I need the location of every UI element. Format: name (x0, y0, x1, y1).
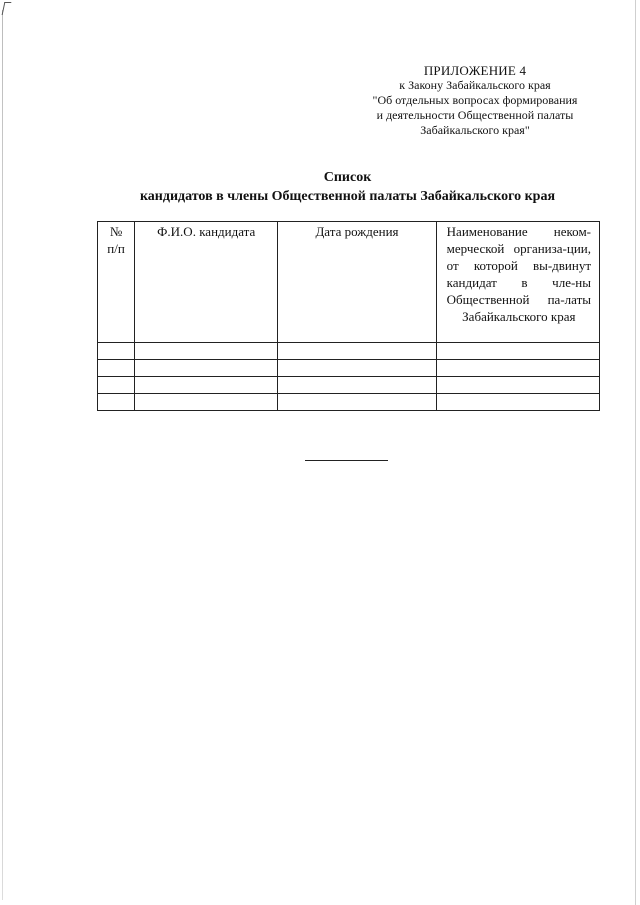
table-cell (436, 360, 599, 377)
table-cell (98, 360, 135, 377)
table-cell (278, 360, 436, 377)
table-row (98, 377, 600, 394)
table-cell (98, 377, 135, 394)
closing-rule (305, 460, 388, 461)
table-cell (278, 394, 436, 411)
scan-edge-left (2, 10, 3, 900)
column-header-organization-label: Наименование неком-мерческой организа-ции, от которой вы-двинут кандидат в чле-ны Общественной па-латы Забайкальского края (446, 224, 591, 324)
table-cell (98, 394, 135, 411)
table-cell (278, 377, 436, 394)
table-header-row (98, 222, 600, 343)
heading-subtitle: кандидатов в члены Общественной палаты Забайкальского края (139, 189, 556, 204)
column-header-number-line2: п/п (107, 241, 125, 256)
table-cell (135, 394, 278, 411)
appendix-law-title-2: и деятельности Общественной палаты (376, 108, 574, 122)
column-header-number-line1: № (109, 224, 123, 239)
table-cell (278, 343, 436, 360)
column-header-birthdate: Дата рождения (278, 222, 436, 343)
table-cell (436, 377, 599, 394)
column-header-name: Ф.И.О. кандидата (135, 222, 278, 343)
table-cell (436, 343, 599, 360)
candidates-table (97, 221, 600, 411)
table-cell (135, 360, 278, 377)
appendix-block (340, 63, 610, 138)
column-header-number (98, 222, 135, 343)
table-cell (98, 343, 135, 360)
scan-edge-right (635, 0, 636, 905)
table-cell (135, 377, 278, 394)
table-row (98, 394, 600, 411)
table-cell (436, 394, 599, 411)
scan-corner-mark (2, 2, 12, 15)
table-row (98, 360, 600, 377)
appendix-law-title-1: "Об отдельных вопросах формирования (372, 93, 578, 107)
appendix-number: ПРИЛОЖЕНИЕ 4 (423, 63, 527, 78)
heading-title: Список (323, 170, 372, 185)
table-cell (135, 343, 278, 360)
document-heading (100, 168, 595, 206)
appendix-law-reference: к Закону Забайкальского края (399, 78, 551, 92)
appendix-law-title-3: Забайкальского края" (420, 123, 530, 137)
table-row (98, 343, 600, 360)
column-header-organization (436, 222, 599, 343)
